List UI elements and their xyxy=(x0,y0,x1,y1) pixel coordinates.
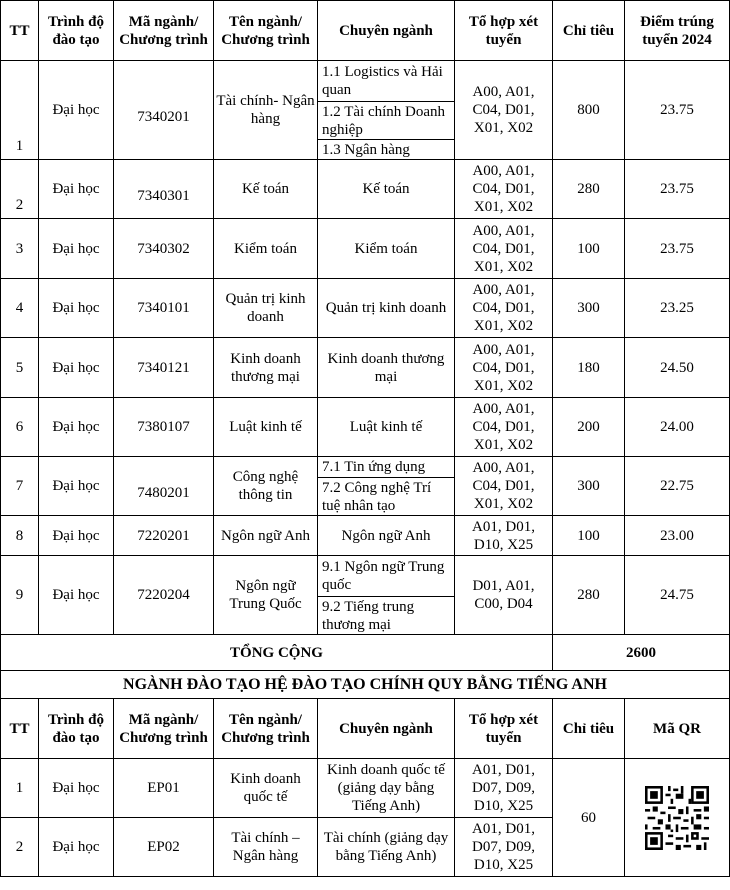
row-quota: 300 xyxy=(553,279,625,338)
row-name: Kế toán xyxy=(214,160,318,219)
section-row xyxy=(1,671,730,699)
row-tt: 6 xyxy=(1,398,39,457)
row-level: Đại học xyxy=(39,61,114,160)
row-code: EP01 xyxy=(114,759,214,818)
row-code: 7220201 xyxy=(114,516,214,556)
qr-code-icon xyxy=(645,786,709,850)
section-title: NGÀNH ĐÀO TẠO HỆ ĐÀO TẠO CHÍNH QUY BẰNG TIẾNG ANH xyxy=(1,671,730,699)
table-row xyxy=(1,61,730,102)
header-quota: Chỉ tiêu xyxy=(553,699,625,759)
table-row xyxy=(1,759,730,818)
row-combo: A00, A01, C04, D01, X01, X02 xyxy=(455,219,553,279)
row-level: Đại học xyxy=(39,398,114,457)
header-score: Điểm trúng tuyển 2024 xyxy=(625,1,730,61)
row-score: 24.75 xyxy=(625,556,730,635)
row-name: Kinh doanh quốc tế xyxy=(214,759,318,818)
row-code: EP02 xyxy=(114,818,214,877)
row-code: 7480201 xyxy=(114,457,214,516)
row-code: 7340302 xyxy=(114,219,214,279)
total-value: 2600 xyxy=(553,635,730,671)
row-score: 23.25 xyxy=(625,279,730,338)
row-tt: 5 xyxy=(1,338,39,398)
header-quota: Chỉ tiêu xyxy=(553,1,625,61)
row-quota: 280 xyxy=(553,160,625,219)
english-table-header xyxy=(1,699,730,759)
row-code: 7220204 xyxy=(114,556,214,635)
row-level: Đại học xyxy=(39,338,114,398)
header-qr: Mã QR xyxy=(625,699,730,759)
row-quota: 180 xyxy=(553,338,625,398)
table-header xyxy=(1,1,730,61)
qr-cell xyxy=(625,759,730,877)
row-name: Ngôn ngữ Trung Quốc xyxy=(214,556,318,635)
row-level: Đại học xyxy=(39,556,114,635)
row-quota: 100 xyxy=(553,516,625,556)
row-name: Quản trị kinh doanh xyxy=(214,279,318,338)
row-tt: 2 xyxy=(1,160,39,219)
row-level: Đại học xyxy=(39,759,114,818)
row-level: Đại học xyxy=(39,160,114,219)
row-name: Công nghệ thông tin xyxy=(214,457,318,516)
row-tt: 1 xyxy=(1,759,39,818)
row-level: Đại học xyxy=(39,818,114,877)
row-major: 1.1 Logistics và Hải quan xyxy=(318,61,455,102)
row-quota: 60 xyxy=(553,759,625,877)
table-row xyxy=(1,398,730,457)
row-score: 23.00 xyxy=(625,516,730,556)
row-tt: 2 xyxy=(1,818,39,877)
row-tt: 9 xyxy=(1,556,39,635)
row-tt: 8 xyxy=(1,516,39,556)
table-row xyxy=(1,457,730,478)
row-quota: 100 xyxy=(553,219,625,279)
header-code: Mã ngành/ Chương trình xyxy=(114,1,214,61)
table-row xyxy=(1,338,730,398)
row-name: Luật kinh tế xyxy=(214,398,318,457)
row-combo: A00, A01, C04, D01, X01, X02 xyxy=(455,338,553,398)
row-score: 22.75 xyxy=(625,457,730,516)
row-combo: A00, A01, C04, D01, X01, X02 xyxy=(455,61,553,160)
header-combo: Tổ hợp xét tuyển xyxy=(455,699,553,759)
row-major: Kế toán xyxy=(318,160,455,219)
total-label: TỔNG CỘNG xyxy=(1,635,553,671)
row-code: 7340301 xyxy=(114,160,214,219)
row-combo: A00, A01, C04, D01, X01, X02 xyxy=(455,398,553,457)
row-level: Đại học xyxy=(39,219,114,279)
row-major: 9.2 Tiếng trung thương mại xyxy=(318,597,455,635)
row-major: Ngôn ngữ Anh xyxy=(318,516,455,556)
row-level: Đại học xyxy=(39,516,114,556)
row-major: Kinh doanh quốc tế (giảng dạy bằng Tiếng Anh) xyxy=(318,759,455,818)
header-level: Trình độ đào tạo xyxy=(39,699,114,759)
row-major: Quản trị kinh doanh xyxy=(318,279,455,338)
row-tt: 1 xyxy=(1,61,39,160)
row-quota: 280 xyxy=(553,556,625,635)
row-name: Kiểm toán xyxy=(214,219,318,279)
row-major: Luật kinh tế xyxy=(318,398,455,457)
header-combo: Tổ hợp xét tuyển xyxy=(455,1,553,61)
row-major: Kinh doanh thương mại xyxy=(318,338,455,398)
row-name: Tài chính- Ngân hàng xyxy=(214,61,318,160)
table-row xyxy=(1,516,730,556)
row-level: Đại học xyxy=(39,279,114,338)
row-name: Ngôn ngữ Anh xyxy=(214,516,318,556)
row-combo: A01, D01, D10, X25 xyxy=(455,516,553,556)
row-combo: A00, A01, C04, D01, X01, X02 xyxy=(455,160,553,219)
row-tt: 7 xyxy=(1,457,39,516)
row-tt: 3 xyxy=(1,219,39,279)
row-code: 7340201 xyxy=(114,61,214,160)
row-combo: D01, A01, C00, D04 xyxy=(455,556,553,635)
row-combo: A01, D01, D07, D09, D10, X25 xyxy=(455,818,553,877)
row-combo: A00, A01, C04, D01, X01, X02 xyxy=(455,457,553,516)
row-score: 24.50 xyxy=(625,338,730,398)
header-level: Trình độ đào tạo xyxy=(39,1,114,61)
row-code: 7340101 xyxy=(114,279,214,338)
row-quota: 200 xyxy=(553,398,625,457)
row-score: 24.00 xyxy=(625,398,730,457)
header-major: Chuyên ngành xyxy=(318,699,455,759)
row-code: 7340121 xyxy=(114,338,214,398)
row-name: Tài chính – Ngân hàng xyxy=(214,818,318,877)
total-row xyxy=(1,635,730,671)
header-tt: TT xyxy=(1,699,39,759)
row-combo: A00, A01, C04, D01, X01, X02 xyxy=(455,279,553,338)
row-combo: A01, D01, D07, D09, D10, X25 xyxy=(455,759,553,818)
header-code: Mã ngành/ Chương trình xyxy=(114,699,214,759)
header-major: Chuyên ngành xyxy=(318,1,455,61)
row-score: 23.75 xyxy=(625,160,730,219)
row-major: 1.3 Ngân hàng xyxy=(318,140,455,160)
header-name: Tên ngành/ Chương trình xyxy=(214,699,318,759)
header-tt: TT xyxy=(1,1,39,61)
header-name: Tên ngành/ Chương trình xyxy=(214,1,318,61)
row-quota: 300 xyxy=(553,457,625,516)
row-level: Đại học xyxy=(39,457,114,516)
table-row xyxy=(1,219,730,279)
row-score: 23.75 xyxy=(625,61,730,160)
row-score: 23.75 xyxy=(625,219,730,279)
row-name: Kinh doanh thương mại xyxy=(214,338,318,398)
row-major: Kiểm toán xyxy=(318,219,455,279)
row-major: 7.1 Tin ứng dụng xyxy=(318,457,455,478)
row-tt: 4 xyxy=(1,279,39,338)
row-major: 1.2 Tài chính Doanh nghiệp xyxy=(318,102,455,140)
row-major: Tài chính (giảng dạy bằng Tiếng Anh) xyxy=(318,818,455,877)
row-major: 7.2 Công nghệ Trí tuệ nhân tạo xyxy=(318,478,455,516)
row-major: 9.1 Ngôn ngữ Trung quốc xyxy=(318,556,455,597)
row-code: 7380107 xyxy=(114,398,214,457)
row-quota: 800 xyxy=(553,61,625,160)
table-row xyxy=(1,160,730,219)
table-row xyxy=(1,279,730,338)
table-row xyxy=(1,556,730,597)
